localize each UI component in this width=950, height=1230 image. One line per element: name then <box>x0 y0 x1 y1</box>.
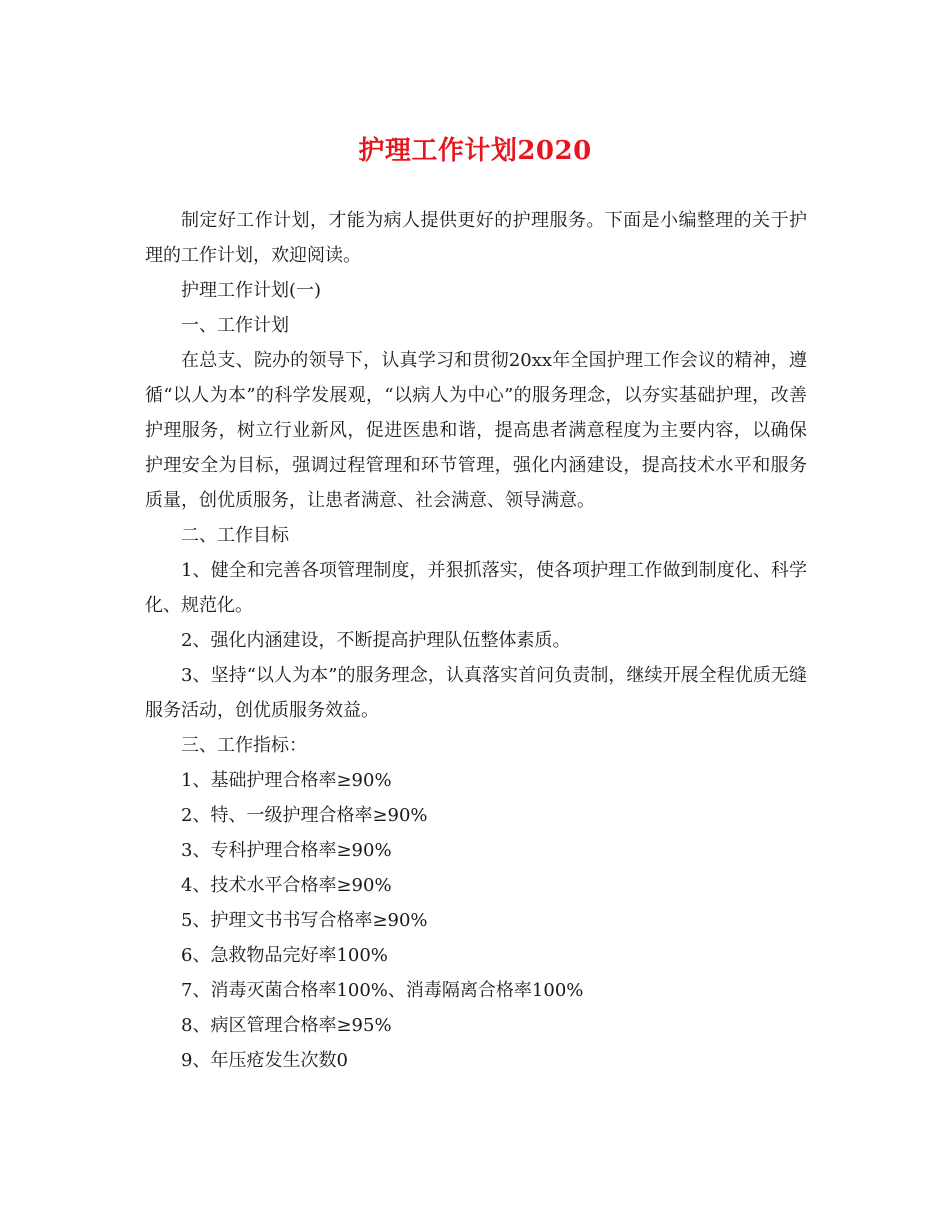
indicator-item: 4、技术水平合格率≥90% <box>181 875 392 896</box>
goal-item: 3、坚持“以人为本”的服务理念，认真落实首问负责制，继续开展全程优质无缝服务活动，创优质服务效益。 <box>145 665 807 721</box>
section-heading-work-indicators: 三、工作指标： <box>181 735 307 756</box>
document-title: 护理工作计划2020 <box>358 136 592 166</box>
indicator-item: 2、特、一级护理合格率≥90% <box>181 805 428 826</box>
indicator-item: 7、消毒灭菌合格率100%、消毒隔离合格率100% <box>181 980 584 1001</box>
indicator-item: 1、基础护理合格率≥90% <box>181 770 392 791</box>
indicator-item: 3、专科护理合格率≥90% <box>181 840 392 861</box>
section-heading-work-plan: 一、工作计划 <box>181 315 289 336</box>
section-heading-work-goals: 二、工作目标 <box>181 525 289 546</box>
goal-item: 2、强化内涵建设，不断提高护理队伍整体素质。 <box>181 630 571 651</box>
indicator-item: 6、急救物品完好率100% <box>181 945 388 966</box>
indicator-item: 8、病区管理合格率≥95% <box>181 1015 392 1036</box>
section-heading-plan-one: 护理工作计划(一) <box>181 280 322 301</box>
indicator-item: 5、护理文书书写合格率≥90% <box>181 910 428 931</box>
goal-item: 1、健全和完善各项管理制度，并狠抓落实，使各项护理工作做到制度化、科学化、规范化。 <box>145 560 807 616</box>
intro-paragraph: 制定好工作计划，才能为病人提供更好的护理服务。下面是小编整理的关于护理的工作计划，欢迎阅读。 <box>145 210 807 266</box>
indicator-item: 9、年压疮发生次数0 <box>181 1050 348 1071</box>
work-plan-paragraph: 在总支、院办的领导下，认真学习和贯彻20xx年全国护理工作会议的精神，遵循“以人为本”的科学发展观，“以病人为中心”的服务理念，以夯实基础护理，改善护理服务，树立行业新风，促进医患和谐，提高患者满意程度为主要内容，以确保护理安全为目标，强调过程管理和环节管理，强化内涵建设，提高技术水平和服务质量，创优质服务，让患者满意、社会满意、领导满意。 <box>145 350 807 511</box>
document-body <box>145 203 807 1078</box>
